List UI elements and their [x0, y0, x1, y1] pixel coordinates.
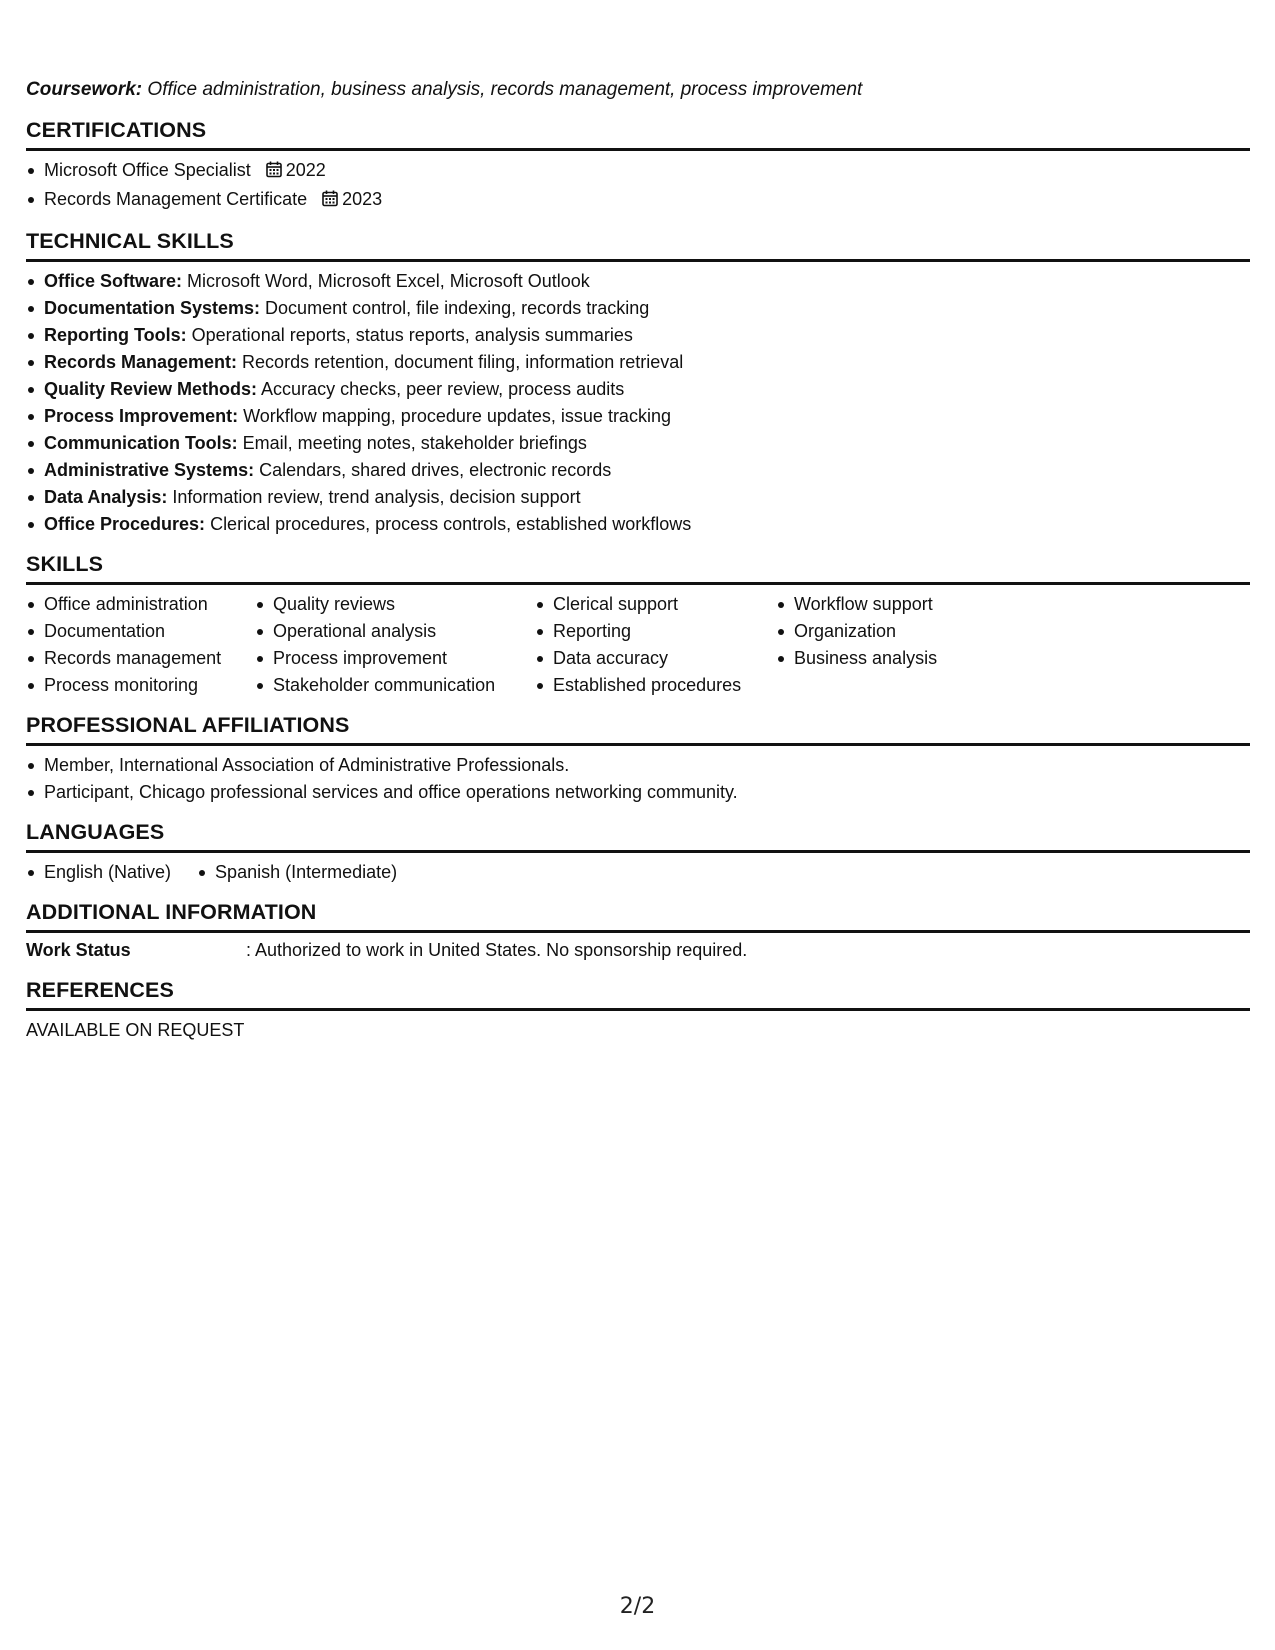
list-item: Quality reviews [255, 591, 535, 618]
section-title-certifications: CERTIFICATIONS [26, 116, 1250, 151]
skill-category-label: Data Analysis: [44, 487, 168, 507]
calendar-icon [266, 159, 282, 186]
language-item: Spanish (Intermediate) [197, 859, 397, 886]
certification-name: Microsoft Office Specialist [44, 160, 251, 180]
list-item: Workflow support [776, 591, 1036, 618]
list-item: Member, International Association of Administrative Professionals. [26, 752, 1250, 779]
list-item: Data accuracy [535, 645, 776, 672]
references-section [26, 976, 1250, 1044]
skill-category-label: Quality Review Methods: [44, 379, 258, 399]
list-item: Stakeholder communication [255, 672, 535, 699]
certifications-section [26, 116, 1250, 215]
list-item [26, 268, 1250, 295]
skill-category-label: Records Management: [44, 352, 238, 372]
coursework-line [26, 76, 1250, 104]
section-title-references: REFERENCES [26, 976, 1250, 1011]
skills-column-4 [776, 591, 1036, 699]
list-item: Records management [26, 645, 255, 672]
calendar-icon [322, 188, 338, 215]
skill-category-value: Workflow mapping, procedure updates, issue tracking [238, 406, 671, 426]
skill-category-value: Clerical procedures, process controls, established workflows [205, 514, 692, 534]
skill-category-value: Calendars, shared drives, electronic records [254, 460, 612, 480]
skills-column-2 [255, 591, 535, 699]
skill-category-label: Documentation Systems: [44, 298, 261, 318]
references-text: AVAILABLE ON REQUEST [26, 1020, 245, 1040]
technical-skills-section [26, 227, 1250, 538]
skill-category-value: Accuracy checks, peer review, process audits [257, 379, 625, 399]
list-item [26, 430, 1250, 457]
skill-category-value: Operational reports, status reports, analysis summaries [186, 325, 633, 345]
list-item [26, 322, 1250, 349]
list-item: Organization [776, 618, 1036, 645]
list-item: Reporting [535, 618, 776, 645]
section-title-skills: SKILLS [26, 550, 1250, 585]
skill-category-label: Office Software: [44, 271, 183, 291]
languages-list-2 [197, 859, 423, 886]
list-item [26, 511, 1250, 538]
list-item [26, 295, 1250, 322]
list-item [26, 484, 1250, 511]
languages-list-1 [26, 859, 197, 886]
skill-category-value: Email, meeting notes, stakeholder briefings [237, 433, 587, 453]
affiliations-list [26, 752, 1250, 806]
languages-row [26, 859, 1250, 886]
info-row [26, 937, 1250, 964]
languages-section [26, 818, 1250, 886]
certifications-list [26, 157, 1250, 215]
skills-column-3 [535, 591, 776, 699]
list-item [26, 186, 1250, 215]
skill-category-label: Process Improvement: [44, 406, 239, 426]
section-title-affiliations: PROFESSIONAL AFFILIATIONS [26, 711, 1250, 746]
list-item: Participant, Chicago professional services and office operations networking community. [26, 779, 1250, 806]
list-item [26, 457, 1250, 484]
language-item: English (Native) [26, 859, 171, 886]
skill-category-value: Document control, file indexing, records tracking [260, 298, 650, 318]
list-item: Business analysis [776, 645, 1036, 672]
skill-category-label: Office Procedures: [44, 514, 206, 534]
page-number: 2/2 [619, 1594, 656, 1619]
affiliations-section [26, 711, 1250, 806]
list-item: Operational analysis [255, 618, 535, 645]
list-item: Clerical support [535, 591, 776, 618]
list-item: Established procedures [535, 672, 776, 699]
list-item [26, 376, 1250, 403]
additional-info-section [26, 898, 1250, 964]
certification-name: Records Management Certificate [44, 189, 308, 209]
skills-column-1 [26, 591, 255, 699]
list-item [26, 157, 1250, 186]
coursework-label: Coursework: [26, 79, 143, 100]
list-item: Process monitoring [26, 672, 255, 699]
skill-category-label: Administrative Systems: [44, 460, 255, 480]
section-title-languages: LANGUAGES [26, 818, 1250, 853]
list-item: Process improvement [255, 645, 535, 672]
certification-year: 2023 [342, 189, 383, 209]
list-item: Office administration [26, 591, 255, 618]
list-item [26, 349, 1250, 376]
certification-year: 2022 [285, 160, 326, 180]
skills-section [26, 550, 1250, 699]
skills-grid [26, 591, 1250, 699]
skill-category-value: Microsoft Word, Microsoft Excel, Microsoft Outlook [182, 271, 590, 291]
technical-skills-list [26, 268, 1250, 538]
info-value: : Authorized to work in United States. No sponsorship required. [246, 940, 748, 960]
list-item [26, 403, 1250, 430]
skill-category-value: Records retention, document filing, information retrieval [237, 352, 684, 372]
list-item: Documentation [26, 618, 255, 645]
skill-category-label: Communication Tools: [44, 433, 238, 453]
skill-category-value: Information review, trend analysis, decision support [167, 487, 581, 507]
resume-page [26, 76, 1250, 1056]
section-title-additional-info: ADDITIONAL INFORMATION [26, 898, 1250, 933]
info-key: Work Status [26, 940, 131, 960]
section-title-technical-skills: TECHNICAL SKILLS [26, 227, 1250, 262]
coursework-text: Office administration, business analysis, records management, process improvement [142, 79, 863, 100]
skill-category-label: Reporting Tools: [44, 325, 187, 345]
